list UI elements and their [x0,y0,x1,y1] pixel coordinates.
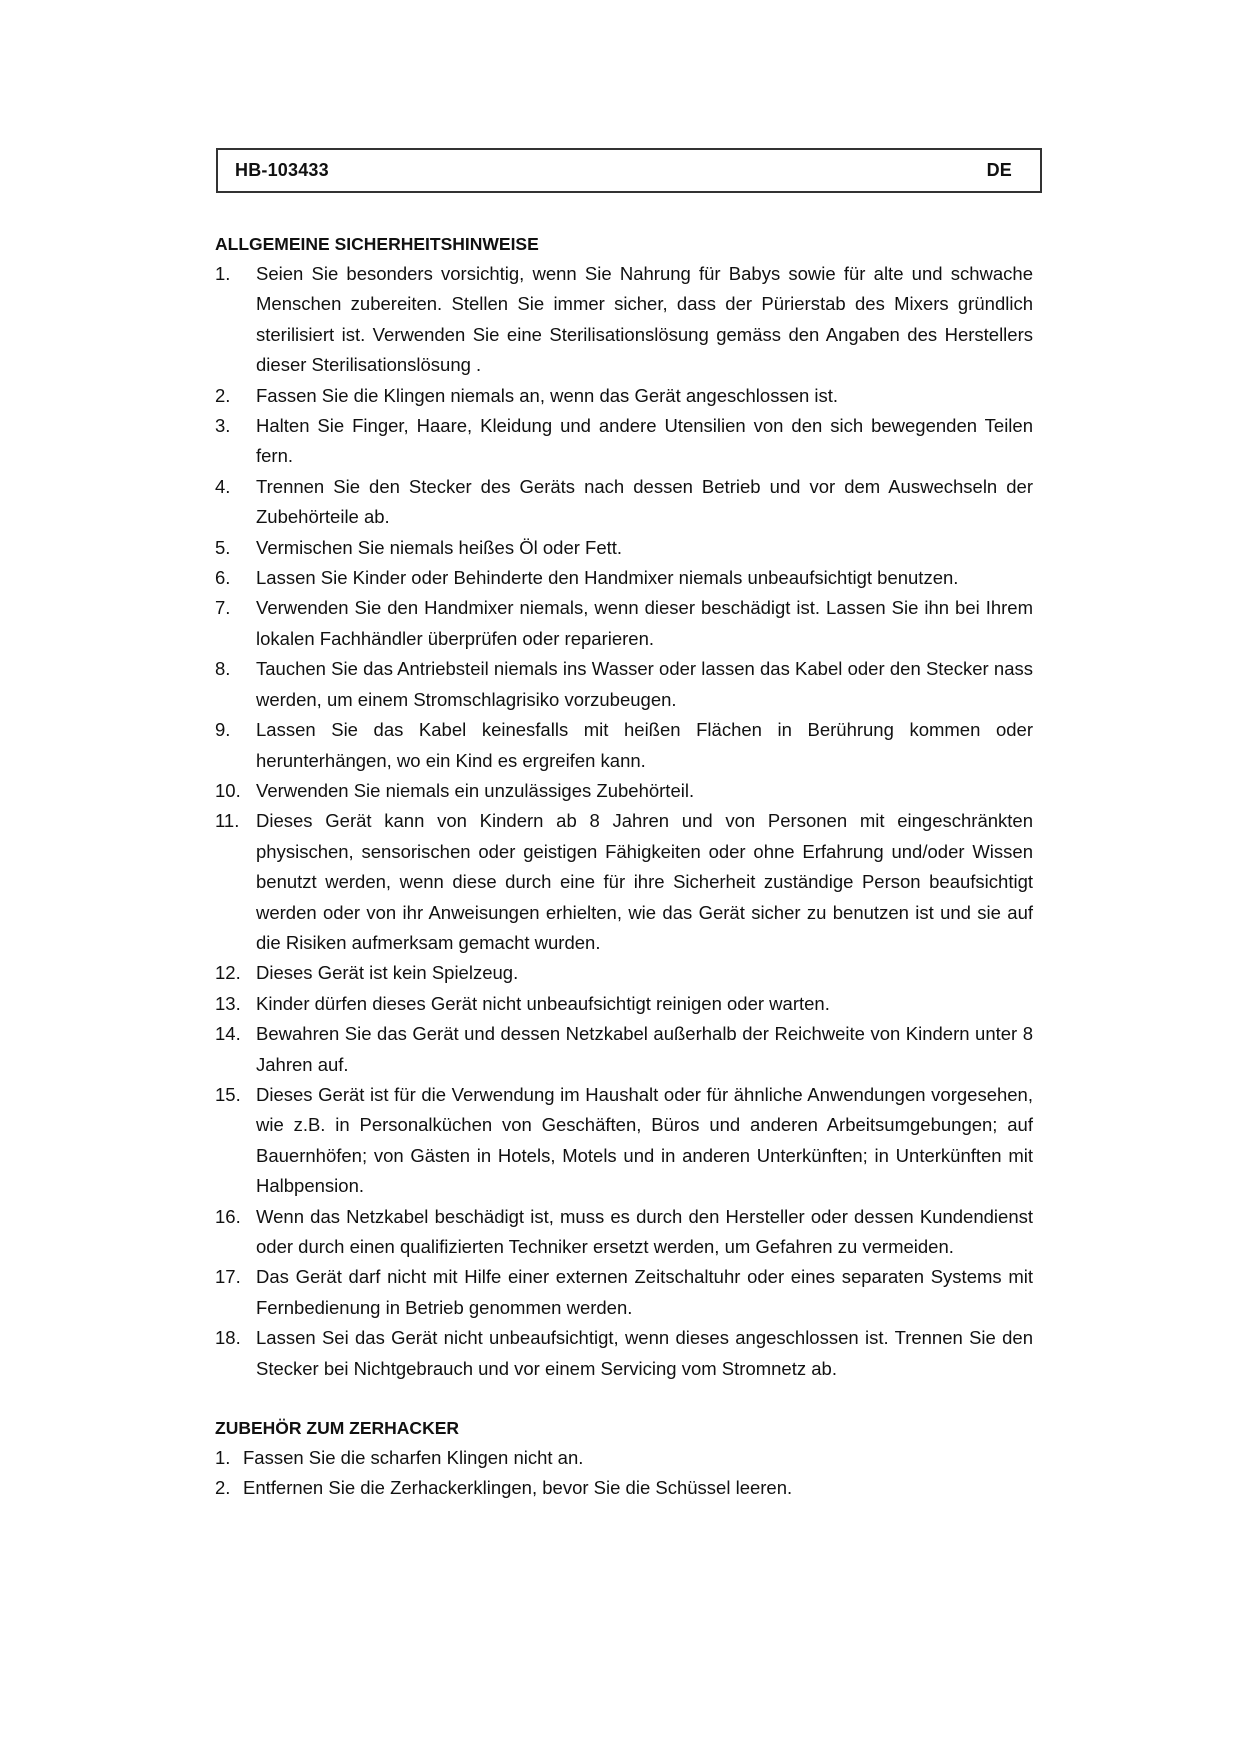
item-number: 6. [215,567,231,589]
item-text: Bewahren Sie das Gerät und dessen Netzkabel außerhalb der Reichweite von Kindern unter 8 Jahren auf. [256,1023,1033,1075]
item-number: 2. [215,384,231,406]
list-item [215,958,1033,988]
item-number: 14. [215,1023,241,1045]
item-text: Vermischen Sie niemals heißes Öl oder Fett. [256,536,623,558]
item-number: 8. [215,658,231,680]
item-text: Dieses Gerät ist für die Verwendung im Haushalt oder für ähnliche Anwendungen vorgesehen, wie z.B. in Personalküchen von Geschäften, Büros und anderen Arbeitsumgebungen; auf Bauernhöfen; von Gästen in Hotels, Motels und in anderen Unterkünften; in Unterkünften mit Halbpension. [256,1083,1033,1197]
item-text: Lassen Sie das Kabel keinesfalls mit heißen Flächen in Berührung kommen oder herunterhängen, wo ein Kind es ergreifen kann. [256,719,1033,771]
item-number: 7. [215,597,231,619]
section-title-chopper: ZUBEHÖR ZUM ZERHACKER [215,1418,460,1439]
item-number: 1. [215,263,231,284]
list-item [215,654,1033,715]
item-text: Trennen Sie den Stecker des Geräts nach dessen Betrieb und vor dem Auswechseln der Zubehörteile ab. [256,475,1033,528]
item-text: Lassen Sie Kinder oder Behinderte den Handmixer niemals unbeaufsichtigt benutzen. [256,567,959,589]
item-text: Wenn das Netzkabel beschädigt ist, muss es durch den Hersteller oder dessen Kundendienst oder durch einen qualifizierten Techniker ersetzt werden, um Gefahren zu vermeiden. [256,1205,1033,1257]
model-number: HB-103433 [235,160,329,180]
list-item [215,381,1033,411]
list-item [215,1262,1033,1323]
item-number: 3. [215,415,231,437]
item-text: Fassen Sie die Klingen niemals an, wenn das Gerät angeschlossen ist. [256,384,839,406]
item-text: Halten Sie Finger, Haare, Kleidung und andere Utensilien von den sich bewegenden Teilen fern. [256,415,1033,467]
item-number: 13. [215,992,241,1014]
document-header [216,148,1042,193]
item-number: 15. [215,1083,241,1105]
item-number: 18. [215,1327,241,1349]
item-text: Entfernen Sie die Zerhackerklingen, bevor Sie die Schüssel leeren. [243,1477,793,1499]
list-item [215,1323,1033,1384]
item-number: 12. [215,962,241,984]
list-item [215,1443,1033,1473]
item-number: 9. [215,719,231,741]
section-title-safety: ALLGEMEINE SICHERHEITSHINWEISE [215,234,539,254]
list-item [215,563,1033,593]
item-text: Das Gerät darf nicht mit Hilfe einer externen Zeitschaltuhr oder eines separaten Systems mit Fernbedienung in Betrieb genommen werden. [256,1266,1033,1318]
list-item [215,1202,1033,1263]
item-text: Fassen Sie die scharfen Klingen nicht an. [243,1447,584,1469]
list-item [215,806,1033,958]
item-text: Verwenden Sie niemals ein unzulässiges Zubehörteil. [256,779,695,801]
item-number: 2. [215,1477,231,1499]
item-number: 5. [215,536,231,558]
item-text: Verwenden Sie den Handmixer niemals, wenn dieser beschädigt ist. Lassen Sie ihn bei Ihrem lokalen Fachhändler überprüfen oder reparieren. [256,597,1033,649]
item-number: 4. [215,475,231,497]
item-text: Dieses Gerät ist kein Spielzeug. [256,962,519,984]
list-item [215,1080,1033,1202]
list-item [215,259,1033,381]
list-item [215,1019,1033,1080]
item-number: 16. [215,1205,241,1227]
list-item [215,593,1033,654]
item-text: Lassen Sei das Gerät nicht unbeaufsichtigt, wenn dieses angeschlossen ist. Trennen Sie den Stecker bei Nichtgebrauch und vor einem Servicing vom Stromnetz ab. [256,1327,1033,1379]
item-number: 11. [215,810,240,832]
list-item [215,472,1033,533]
item-number: 10. [215,779,241,801]
list-item [215,776,1033,806]
language-code: DE [986,160,1012,180]
list-item [215,533,1033,563]
item-text: Dieses Gerät kann von Kindern ab 8 Jahren und von Personen mit eingeschränkten physischen, sensorischen oder geistigen Fähigkeiten oder ohne Erfahrung und/oder Wissen benutzt werden, wenn diese durch eine für ihre Sicherheit zuständige Person beaufsichtigt werden oder von ihr Anweisungen erhielten, wie das Gerät sicher zu benutzen ist und sie auf die Risiken aufmerksam gemacht wurden. [256,810,1033,953]
list-item [215,989,1033,1019]
item-text: Tauchen Sie das Antriebsteil niemals ins Wasser oder lassen das Kabel oder den Stecker nass werden, um einem Stromschlagrisiko vorzubeugen. [256,658,1033,710]
item-number: 17. [215,1266,241,1288]
item-text: Kinder dürfen dieses Gerät nicht unbeaufsichtigt reinigen oder warten. [256,992,830,1014]
item-text: Seien Sie besonders vorsichtig, wenn Sie Nahrung für Babys sowie für alte und schwache Menschen zubereiten. Stellen Sie immer sicher, dass der Pürierstab des Mixers gründlich sterilisiert ist. Verwenden Sie eine Sterilisationslösung gemäss den Angaben des Herstellers dieser Sterilisationslösung . [256,263,1033,376]
list-item [215,411,1033,472]
document-body [215,229,1033,1504]
list-item [215,715,1033,776]
item-number: 1. [215,1447,231,1469]
list-item [215,1473,1033,1503]
chopper-list [215,1443,1033,1504]
safety-list [215,259,1033,1384]
